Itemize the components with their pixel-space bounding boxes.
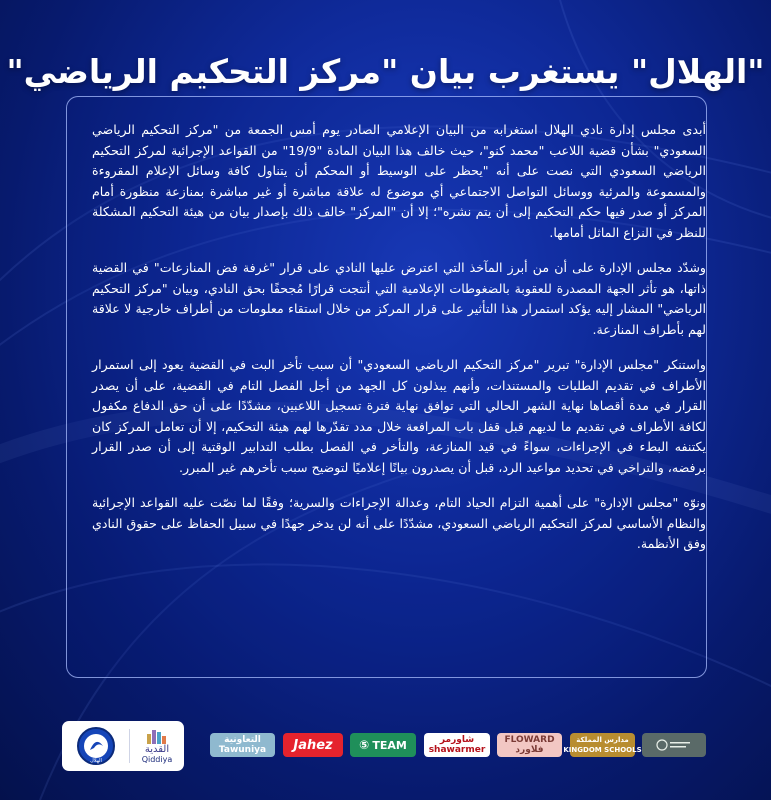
floward-logo: FLOWARD فلاورد [497, 733, 562, 757]
paragraph: ونوّه "مجلس الإدارة" على أهمية التزام الحياد التام، وعدالة الإجراءات والسرية؛ وفقًا لما نصّت عليه القواعد الإجرائية والنظام الأساسي لمركز التحكيم الرياضي السعودي، مشدّدًا على أنه لن يدخر جهدًا في سبيل الحفاظ على حقوق النادي وفق الأنظمة. [92, 495, 706, 552]
page-title: "الهلال" يستغرب بيان "مركز التحكيم الرياضي" [6, 52, 765, 91]
paragraph: أبدى مجلس إدارة نادي الهلال استغرابه من البيان الإعلامي الصادر يوم أمس الجمعة من "مركز التحكيم الرياضي السعودي" بشأن قضية اللاعب "محمد كنو"، حيث خالف هذا البيان المادة "19/9" من القواعد الإجرائية لمركز التحكيم الرياضي السعودي التي نصت على أنه "يحظر على الوسيط أو المحكم أن يتناول كافة وسائل الإعلام المقروءة والمسموعة والمرئية ووسائل التواصل الاجتماعي أي موضوع له علاقة مباشرة أو غير مباشرة بمنازعة منظورة أمام المركز أو صدر فيها حكم التحكيم إلى أن يتم نشره"؛ إلا أن "المركز" خالف ذلك بإصدار بيان من هيئة التحكيم المشكلة للنظر في النزاع الماثل أمامها. [92, 122, 706, 240]
club-logo-block [62, 721, 184, 771]
paragraph: وشدّد مجلس الإدارة على أن من أبرز المآخذ التي اعترض عليها النادي على قرار "غرفة فض المنازعات" في القضية ذاتها، هو تأثر الجهة المصدرة للعقوبة بالضغوطات الإعلامية التي أنتجت قرارًا مُجحفًا بحق النادي، وبيان "مركز التحكيم الرياضي" المشار إليه يؤكد استمرار هذا التأثير على قرار المركز من خلال استقاء معلومات من أطراف خارجية لا علاقة لهم بأطراف المنازعة. [92, 260, 706, 337]
partner-logo [642, 733, 706, 757]
statement-body [92, 120, 706, 569]
shawarmer-logo: شاورمر shawarmer [424, 733, 490, 757]
al-hilal-crest-icon [74, 726, 118, 766]
sponsor-bar [0, 716, 771, 776]
team-logo: ⑤ TEAM [350, 733, 416, 757]
club-name: الهلال [89, 758, 102, 764]
tawuniya-logo: التعاونية Tawuniya [210, 733, 275, 757]
jahez-logo: Jahez [283, 733, 343, 757]
qiddiya-mark-icon [146, 728, 168, 744]
kingdom-schools-logo: مدارس المملكة KINGDOM SCHOOLS [570, 733, 635, 757]
qiddiya-logo: القدية Qiddiya [142, 728, 173, 764]
partner-emblem-icon [654, 738, 694, 752]
paragraph: واستنكر "مجلس الإدارة" تبرير "مركز التحكيم الرياضي السعودي" أن سبب تأخر البت في القضية يعود إلى استمرار الأطراف في تقديم الطلبات والمستندات، وأنهم يبذلون كل الجهد من أجل الفصل التام في القضية، على أن يصدر القرار في مدة أقصاها نهاية الشهر الحالي التي توافق نهاية فترة تسجيل اللاعبين، مشدّدًا على أن حق الدفاع مكفول لكافة الأطراف في تقديم ما لديهم قبل قفل باب المرافعة خلال مدد تقدّرها لهم هيئة التحكيم، إلا أن تعامل المركز كان يكتنفه البطء في الإجراءات، سواءً في قيد المنازعة، والتأخر في الفصل بطلب التدابير الوقتية إلى أن صدر القرار برفضه، والتراخي في تحديد مواعيد الرد، قبل أن يصدرون بيانًا إعلاميًا لتوضيح سبب تأخرهم غير المبرر. [92, 356, 706, 475]
